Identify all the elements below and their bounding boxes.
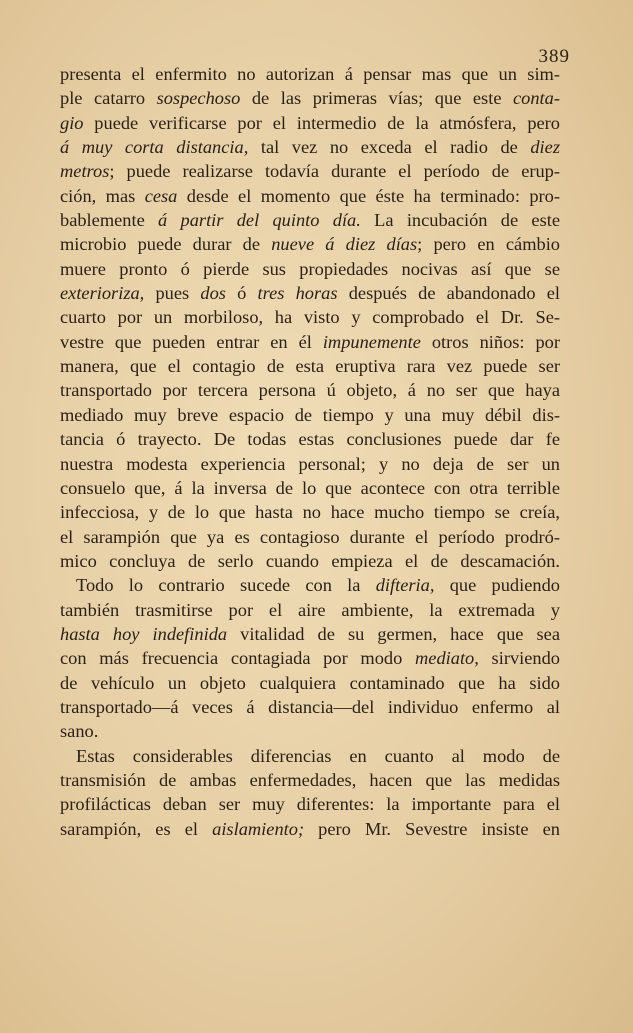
text-run: Todo lo contrario sucede con la [76,575,376,596]
text-run: mico concluya de serlo cuando empieza el de descamación. [60,550,560,571]
text-run: de vehículo un objeto cualquiera contaminado que ha sido [60,672,560,693]
text-run: profilácticas deban ser muy diferentes: la importante para el [60,794,560,815]
text-run: transportado—á veces á distancia—del individuo enfermo al [60,696,560,717]
text-line [60,452,560,476]
text-run: consuelo que, á la inversa de lo que acontece con otra terrible [60,477,560,498]
text-line [60,427,560,451]
italic-text: diez [530,137,560,158]
text-run: sarampión, es el [60,818,213,839]
text-run: presenta el enfermito no autorizan á pensar mas que un sim- [60,64,560,84]
text-run: La incubación de este [360,210,561,231]
page-number: 389 [538,46,570,67]
text-run: después de abandonado el [337,283,560,304]
italic-text: exterioriza, [60,283,145,304]
text-run: manera, que el contagio de esta eruptiva rara vez puede ser [60,356,560,377]
text-run: ; pero en cámbio [417,234,560,255]
text-run: infecciosa, y de lo que hasta no hace mucho tiempo se creía, [60,502,560,523]
text-line [60,330,560,354]
text-run: nuestra modesta experiencia personal; y no deja de ser un [60,453,560,474]
text-line [60,476,560,500]
italic-text: á partir del quinto día. [158,210,361,231]
text-line [60,111,560,135]
text-run: también trasmitirse por el aire ambiente, la extremada y [60,599,560,620]
text-line [60,86,560,110]
text-run: pero Mr. Sevestre insiste en [304,818,561,839]
text-line [60,403,560,427]
italic-text: sospechoso [156,88,241,109]
italic-text: á muy corta distancia, [60,137,249,158]
text-line [60,378,560,402]
italic-text: aislamiento; [212,818,305,839]
text-line [60,354,560,378]
text-line [60,744,560,768]
text-line [60,62,560,86]
text-run: con más frecuencia contagiada por modo [60,648,415,669]
italic-text: difteria, [375,575,435,596]
text-line [60,646,560,670]
text-run: desde el momento que éste ha terminado: pro- [177,185,560,206]
text-run: muere pronto ó pierde sus propiedades nocivas así que se [60,258,560,279]
text-line [60,817,560,841]
text-run: bablemente [60,210,159,231]
text-run: vestre que pueden entrar en él [60,331,323,352]
text-line [60,208,560,232]
text-run: el sarampión que ya es contagioso durante el período prodró- [60,526,560,547]
text-line [60,598,560,622]
text-run: vitalidad de su germen, hace que sea [227,623,560,644]
text-line [60,525,560,549]
text-line [60,281,560,305]
italic-text: conta- [513,88,560,109]
text-line [60,719,560,743]
text-line [60,549,560,573]
text-run: ción, mas [60,185,145,206]
italic-text: hasta hoy indefinida [60,623,228,644]
text-line [60,305,560,329]
italic-text: tres horas [257,283,338,304]
text-run: cuarto por un morbiloso, ha visto y comprobado el Dr. Se- [60,307,560,328]
text-run: microbio puede durar de [60,234,272,255]
text-line [60,135,560,159]
text-line [60,184,560,208]
text-run: transmisión de ambas enfermedades, hacen que las medidas [60,769,560,790]
text-line [60,573,560,597]
text-run: otros niños: por [420,331,560,352]
text-line [60,622,560,646]
text-run: Estas considerables diferencias en cuanto al modo de [76,745,560,766]
text-run: ple catarro [60,88,157,109]
italic-text: dos [200,283,226,304]
text-run: sirviendo [478,648,561,669]
text-run: ; puede realizarse todavía durante el período de erup- [109,161,560,182]
text-run: transportado por tercera persona ú objeto, á no ser que haya [60,380,560,401]
text-line [60,768,560,792]
italic-text: metros [60,161,110,182]
text-line [60,159,560,183]
text-run: que pudiendo [434,575,560,596]
text-run: tal vez no exceda el radio de [248,137,531,158]
text-run: mediado muy breve espacio de tiempo y una muy débil dis- [60,404,560,425]
italic-text: nueve á diez días [271,234,418,255]
text-line [60,500,560,524]
text-line [60,232,560,256]
text-line [60,792,560,816]
text-line [60,695,560,719]
text-line [60,671,560,695]
italic-text: mediato, [415,648,479,669]
text-run: pues [144,283,201,304]
text-line [60,257,560,281]
text-run: sano. [60,721,99,742]
italic-text: impunemente [322,331,421,352]
italic-text: gio [60,112,84,133]
text-run: de las primeras vías; que este [240,88,513,109]
body-text [60,62,560,841]
text-run: tancia ó trayecto. De todas estas conclusiones puede dar fe [60,429,560,450]
text-run: ó [225,283,258,304]
italic-text: cesa [144,185,178,206]
text-run: puede verificarse por el intermedio de la atmósfera, pero [83,112,560,133]
